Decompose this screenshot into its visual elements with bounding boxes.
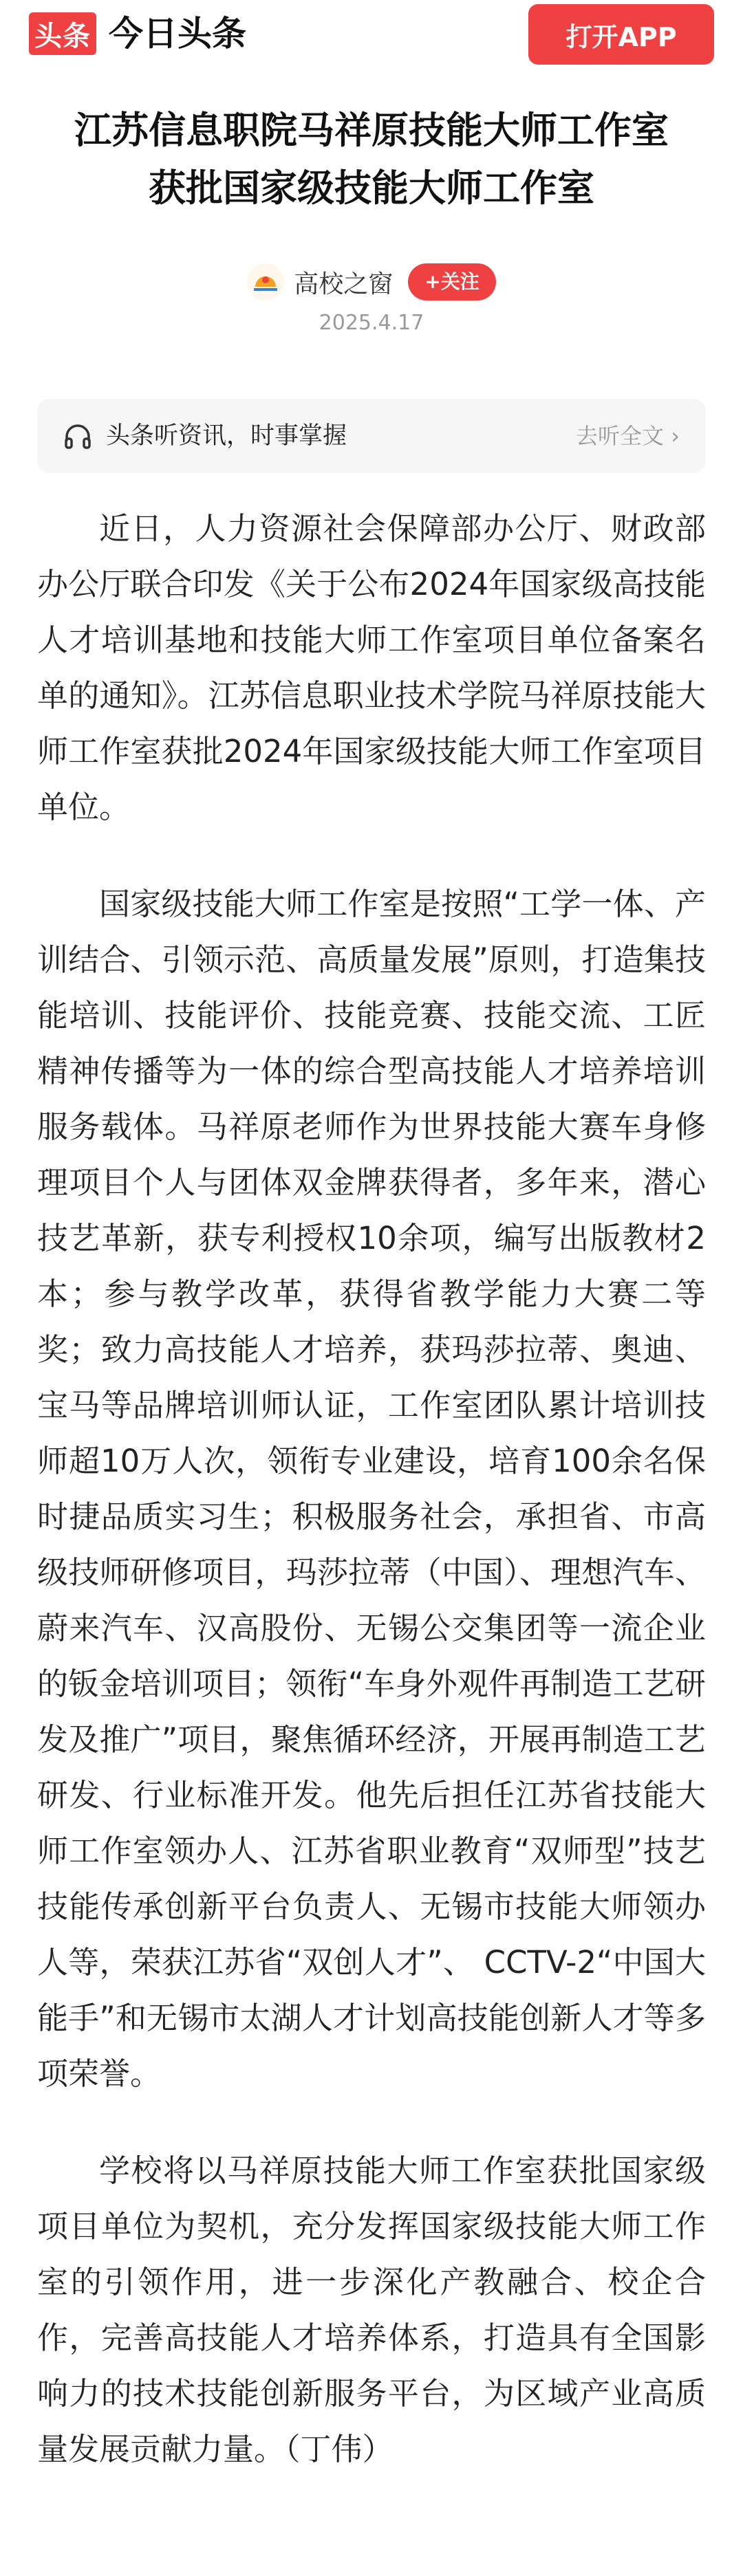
headphones-icon	[63, 422, 92, 451]
follow-button[interactable]: +关注	[408, 263, 495, 301]
author-name[interactable]: 高校之窗	[294, 270, 394, 298]
article-body	[37, 501, 706, 2518]
author-row	[0, 260, 743, 304]
article-paragraph: 学校将以马祥原技能大师工作室获批国家级项目单位为契机，充分发挥国家级技能大师工作室的引领作用，进一步深化产教融合、校企合作，完善高技能人才培养体系，打造具有全国影响力的技术技能创新服务平台，为区域产业高质量发展贡献力量。（丁伟）	[37, 2152, 706, 2467]
listen-bar[interactable]	[37, 399, 706, 473]
logo-text: 头条	[34, 20, 91, 52]
app-name: 今日头条	[109, 14, 246, 54]
publish-date: 2025.4.17	[319, 311, 424, 335]
listen-text: 头条听资讯，时事掌握	[106, 422, 347, 450]
author-avatar[interactable]	[247, 263, 284, 301]
toutiao-logo[interactable]	[29, 12, 96, 55]
sun-logo-icon	[251, 270, 280, 294]
top-bar	[0, 0, 743, 69]
article-paragraph: 国家级技能大师工作室是按照“工学一体、产训结合、引领示范、高质量发展”原则，打造集技能培训、技能评价、技能竞赛、技能交流、工匠精神传播等为一体的综合型高技能人才培养培训服务载体。马祥原老师作为世界技能大赛车身修理项目个人与团体双金牌获得者，多年来，潜心技艺革新，获专利授权10余项，编写出版教材2本；参与教学改革，获得省教学能力大赛二等奖；致力高技能人才培养，获玛莎拉蒂、奥迪、宝马等品牌培训师认证，工作室团队累计培训技师超10万人次，领衔专业建设，培育100余名保时捷品质实习生；积极服务社会，承担省、市高级技师研修项目，玛莎拉蒂（中国）、理想汽车、蔚来汽车、汉高股份、无锡公交集团等一流企业的钣金培训项目；领衔“车身外观件再制造工艺研发及推广”项目，聚焦循环经济，开展再制造工艺研发、行业标准开发。他先后担任江苏省技能大师工作室领办人、江苏省职业教育“双师型”技艺技能传承创新平台负责人、无锡市技能大师领办人等，荣获江苏省“双创人才”、 CCTV-2“中国大能手”和无锡市太湖人才计划高技能创新人才等多项荣誉。	[37, 886, 706, 2092]
article-paragraph: 近日，人力资源社会保障部办公厅、财政部办公厅联合印发《关于公布2024年国家级高技能人才培训基地和技能大师工作室项目单位备案名单的通知》。江苏信息职业技术学院马祥原技能大师工作室获批2024年国家级技能大师工作室项目单位。	[37, 510, 706, 825]
listen-full-link[interactable]: 去听全文 ›	[576, 423, 680, 449]
open-app-button[interactable]: 打开APP	[528, 4, 714, 65]
article-title: 江苏信息职院马祥原技能大师工作室获批国家级技能大师工作室	[74, 109, 669, 210]
